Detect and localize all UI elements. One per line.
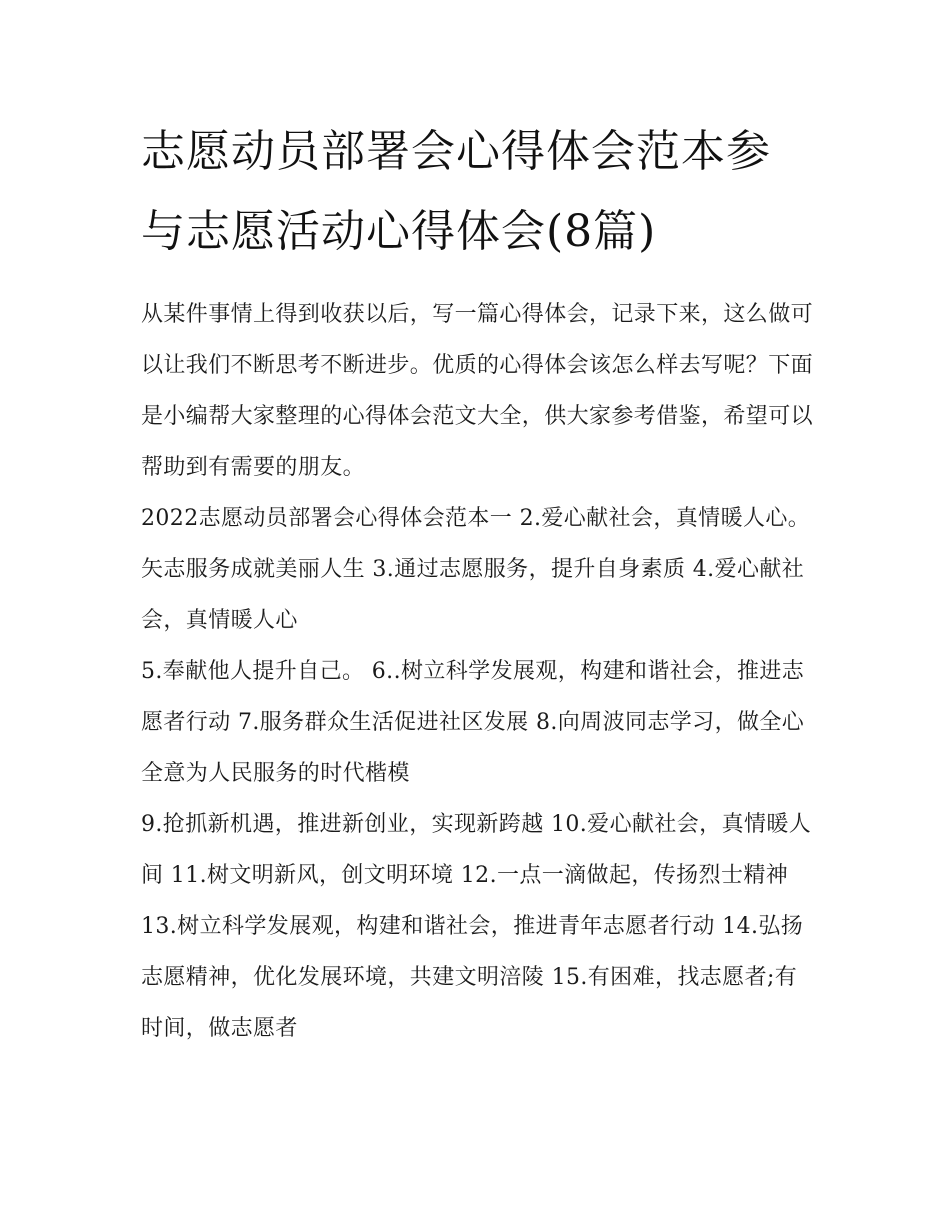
document-content (141, 112, 813, 1054)
document-title: 志愿动员部署会心得体会范本参与志愿活动心得体会(8篇) (141, 126, 771, 257)
slogan-paragraph-2: 5.奉献他人提升自己。 6..树立科学发展观，构建和谐社会，推进志愿者行动 7.服务群众生活促进社区发展 8.向周波同志学习，做全心全意为人民服务的时代楷模 (141, 659, 805, 786)
slogan-paragraph-3: 9.抢抓新机遇，推进新创业，实现新跨越 10.爱心献社会，真情暖人间 11.树文明新风，创文明环境 12.一点一滴做起，传扬烈士精神 (141, 812, 812, 888)
slogan-paragraph-4: 13.树立科学发展观，构建和谐社会，推进青年志愿者行动 14.弘扬志愿精神，优化发展环境，共建文明涪陵 15.有困难，找志愿者;有时间，做志愿者 (141, 914, 804, 1041)
intro-paragraph: 从某件事情上得到收获以后，写一篇心得体会，记录下来，这么做可以让我们不断思考不断进步。优质的心得体会该怎么样去写呢？下面是小编帮大家整理的心得体会范文大全，供大家参考借鉴，希望可以帮助到有需要的朋友。 (141, 302, 814, 480)
slogan-paragraph-1: 2022志愿动员部署会心得体会范本一 2.爱心献社会，真情暖人心。矢志服务成就美丽人生 3.通过志愿服务，提升自身素质 4.爱心献社会，真情暖人心 (141, 506, 811, 633)
